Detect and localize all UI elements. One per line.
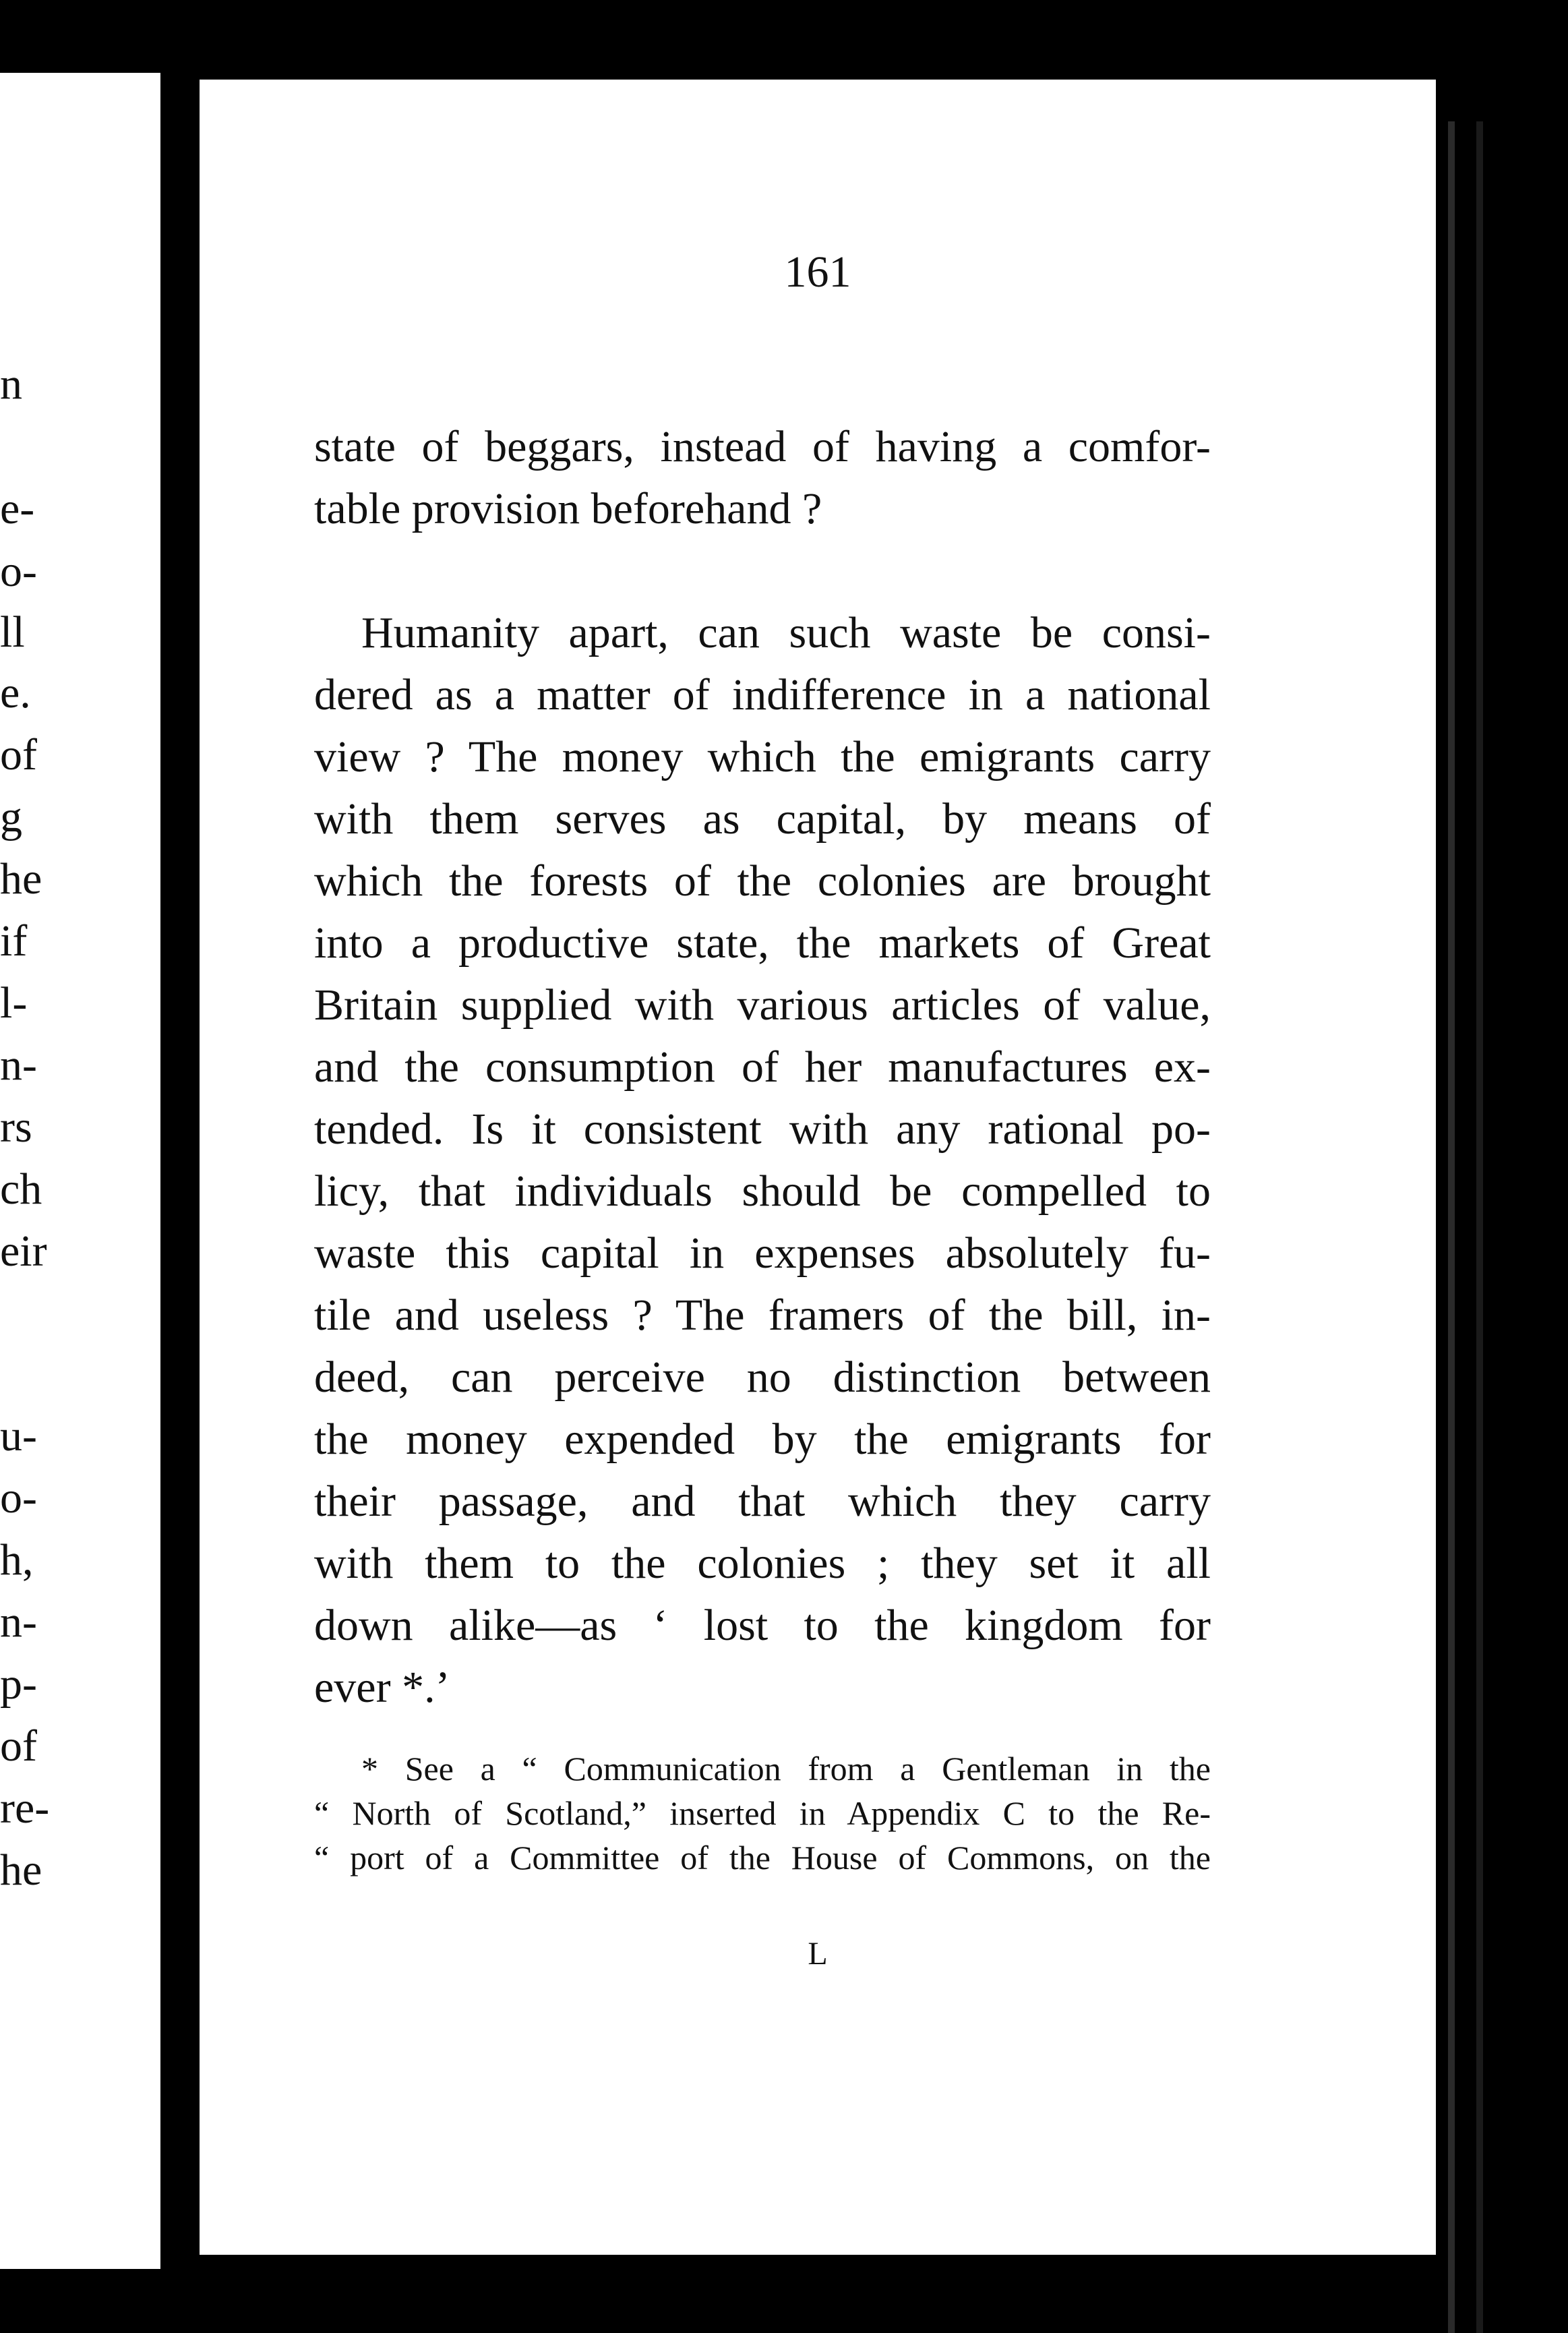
left-fragment: if	[0, 916, 28, 966]
body-line: their passage, and that which they carry	[314, 1477, 1211, 1526]
left-fragment: he	[0, 854, 42, 904]
left-fragment: p-	[0, 1659, 37, 1709]
body-line: down alike—as ‘ lost to the kingdom for	[314, 1601, 1211, 1650]
left-fragment: e-	[0, 484, 35, 533]
body-line: licy, that individuals should be compelled to	[314, 1166, 1211, 1216]
left-fragment: re-	[0, 1783, 50, 1833]
body-line: and the consumption of her manufactures ex-	[314, 1042, 1211, 1092]
left-fragment: ch	[0, 1164, 42, 1214]
page-edge	[0, 71, 160, 73]
left-fragment: o-	[0, 1473, 37, 1523]
body-line: with them serves as capital, by means of	[314, 794, 1211, 844]
footnote-line: “ North of Scotland,” inserted in Appendix C to the Re-	[314, 1794, 1211, 1832]
footnote-line: * See a “ Communication from a Gentleman in the	[361, 1750, 1211, 1788]
left-fragment: of	[0, 1721, 37, 1771]
body-line: into a productive state, the markets of Great	[314, 918, 1211, 968]
right-book-edge	[1436, 54, 1568, 2293]
left-fragment: e.	[0, 668, 31, 717]
body-line: the money expended by the emigrants for	[314, 1415, 1211, 1464]
book-gutter	[160, 0, 200, 2293]
left-fragment: rs	[0, 1102, 32, 1152]
left-fragment: n-	[0, 1597, 37, 1647]
edge-line	[1476, 121, 1483, 2333]
body-line: tile and useless ? The framers of the bill, in-	[314, 1291, 1211, 1340]
body-line: view ? The money which the emigrants carry	[314, 732, 1211, 781]
body-line: which the forests of the colonies are brought	[314, 856, 1211, 906]
body-line: table provision beforehand ?	[314, 484, 822, 533]
left-fragment: n-	[0, 1040, 37, 1090]
page-number: 161	[784, 247, 851, 297]
signature-mark: L	[808, 1936, 828, 1972]
left-fragment: u-	[0, 1411, 37, 1460]
left-fragment: eir	[0, 1227, 47, 1276]
body-line: state of beggars, instead of having a comfor-	[314, 422, 1211, 471]
body-line: Britain supplied with various articles of value,	[314, 980, 1211, 1030]
body-line: dered as a matter of indifference in a national	[314, 670, 1211, 719]
body-line: with them to the colonies ; they set it all	[314, 1539, 1211, 1588]
left-fragment: l-	[0, 978, 28, 1028]
body-line: tended. Is it consistent with any rational po-	[314, 1104, 1211, 1154]
left-facing-page	[0, 71, 160, 2269]
footnote-line: “ port of a Committee of the House of Commons, on the	[314, 1839, 1211, 1877]
left-fragment: o-	[0, 547, 37, 596]
body-line: deed, can perceive no distinction between	[314, 1353, 1211, 1402]
body-line: ever *.’	[314, 1663, 450, 1712]
edge-line	[1448, 121, 1455, 2333]
left-fragment: h,	[0, 1535, 34, 1585]
book-page	[200, 80, 1436, 2255]
left-fragment: n	[0, 359, 22, 409]
body-line: Humanity apart, can such waste be consi-	[361, 608, 1211, 657]
left-fragment: g	[0, 792, 22, 841]
left-fragment: of	[0, 730, 37, 779]
body-line: waste this capital in expenses absolutely fu-	[314, 1229, 1211, 1278]
left-fragment: he	[0, 1845, 42, 1895]
left-fragment: ll	[0, 608, 25, 657]
